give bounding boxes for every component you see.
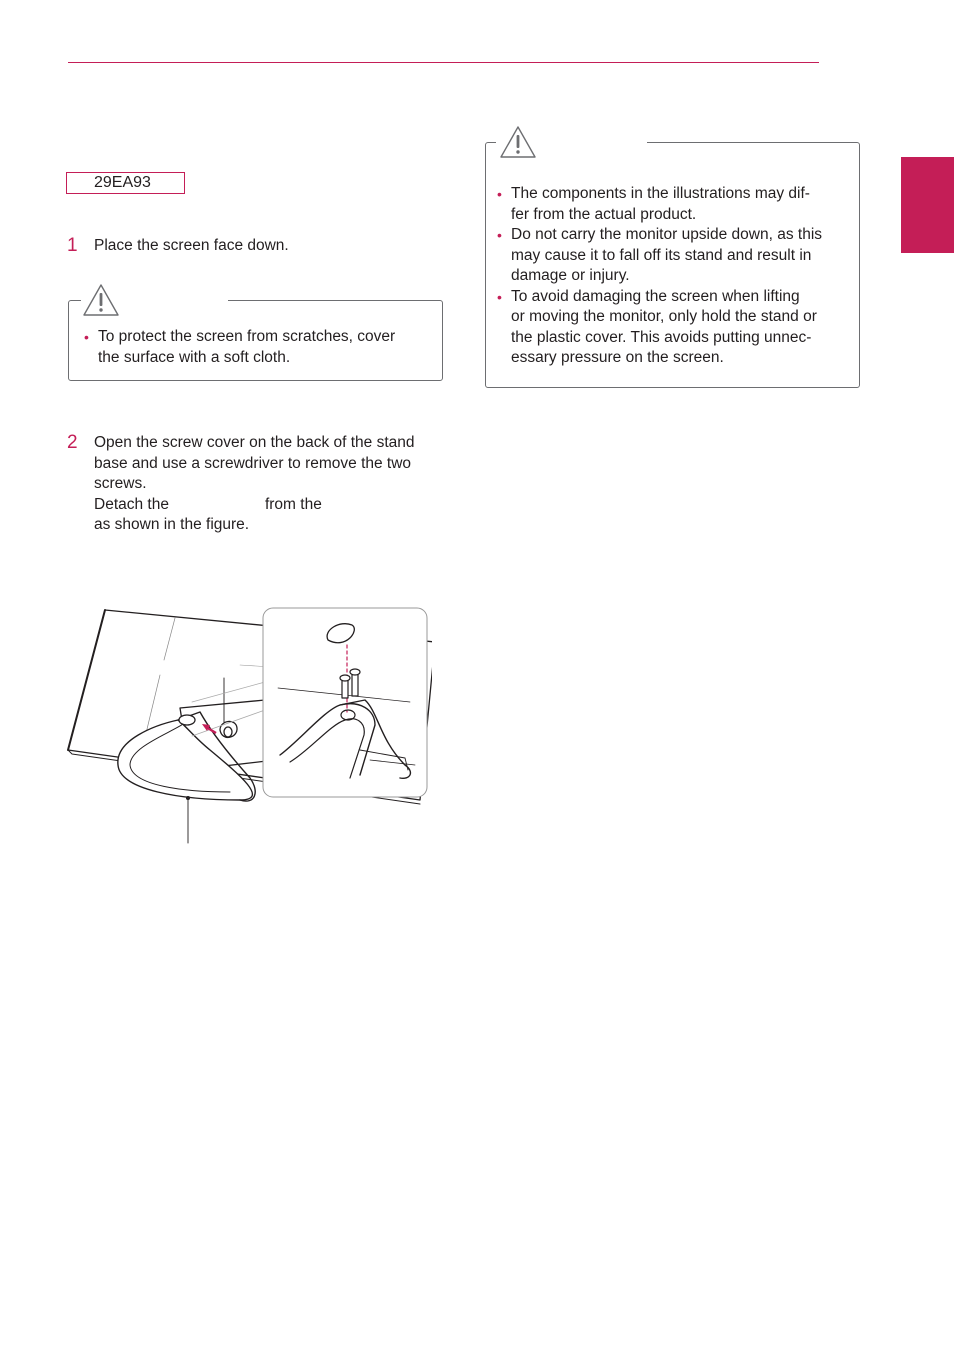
- caution-item: • Do not carry the monitor upside down, as this may cause it to fall off its stand and result in damage or injury.: [497, 226, 823, 284]
- caution-item: • To protect the screen from scratches, cover the surface with a soft cloth.: [84, 328, 396, 366]
- model-label-box: [66, 172, 185, 194]
- header-rule: [68, 62, 819, 63]
- language-side-tab: [901, 157, 954, 253]
- bullet-dot-icon: •: [497, 227, 502, 243]
- warning-triangle-icon: [82, 283, 120, 317]
- bullet-dot-icon: •: [84, 329, 89, 345]
- bullet-dot-icon: •: [497, 288, 502, 305]
- caution-item: • To avoid damaging the screen when lifting or moving the monitor, only hold the stand or the plastic cover. This avoids putting unnec- essary pressure on the screen.: [497, 287, 817, 366]
- bullet-dot-icon: •: [497, 186, 502, 202]
- caution-list-right: [497, 184, 852, 369]
- step-2-text: Open the screw cover on the back of the stand base and use a screwdriver to remove the two screws. Detach the from the as shown in the figure.: [94, 434, 415, 533]
- warning-triangle-icon: [499, 125, 537, 159]
- step-1-number: 1: [67, 235, 78, 256]
- caution-item: • The components in the illustrations may dif- fer from the actual product.: [497, 185, 810, 223]
- step-1-text: Place the screen face down.: [94, 237, 289, 254]
- stand-detach-illustration: [60, 600, 432, 850]
- step-2-number: 2: [67, 432, 78, 453]
- caution-list-left: [84, 327, 434, 368]
- model-label: 29EA93: [94, 174, 151, 191]
